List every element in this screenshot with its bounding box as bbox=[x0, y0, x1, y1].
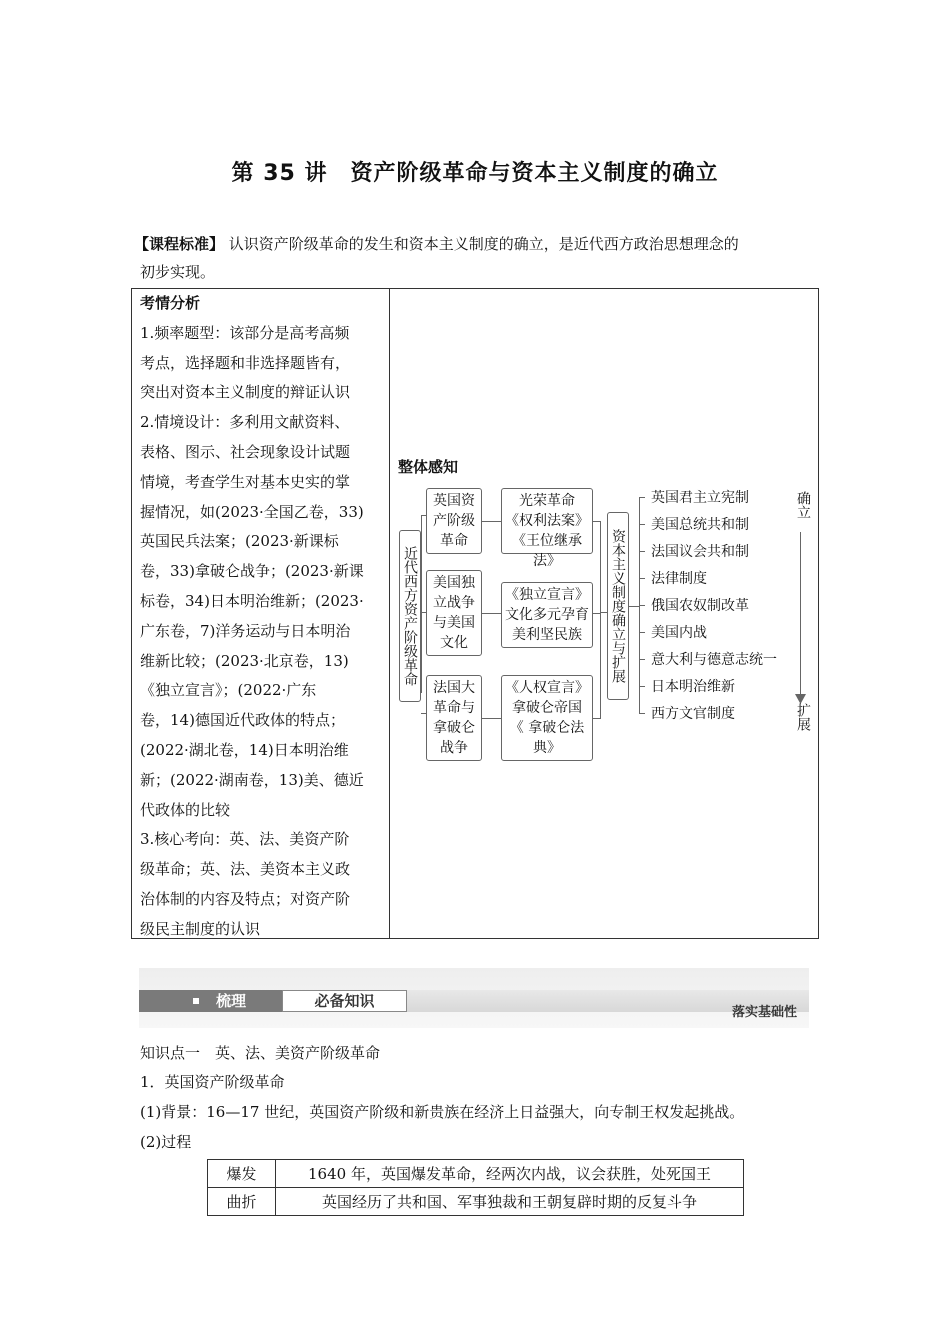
list-item: 法律制度 bbox=[651, 571, 707, 587]
list-item: 日本明治维新 bbox=[651, 679, 735, 695]
analysis-line: 3.核心考向：英、法、美资产阶 bbox=[140, 830, 350, 849]
detail-node-america bbox=[501, 582, 593, 648]
connector bbox=[639, 713, 645, 714]
detail-line: 《权利法案》 bbox=[505, 513, 589, 529]
connector bbox=[639, 659, 645, 660]
analysis-line: 2.情境设计：多利用文献资料、 bbox=[140, 413, 350, 432]
connector bbox=[639, 578, 645, 579]
table-row bbox=[208, 1188, 744, 1216]
section-banner bbox=[139, 968, 809, 1028]
analysis-line: 考点，选择题和非选择题皆有， bbox=[140, 353, 351, 372]
middle-node-label: 资本主义制度确立与扩展 bbox=[610, 529, 626, 683]
list-item: 美国内战 bbox=[651, 625, 707, 641]
analysis-line: 情境，考查学生对基本史实的掌 bbox=[140, 472, 351, 491]
analysis-heading: 考情分析 bbox=[140, 294, 201, 312]
list-item: 俄国农奴制改革 bbox=[651, 598, 749, 614]
table-cell-value: 英国经历了共和国、军事独裁和王朝复辟时期的反复斗争 bbox=[276, 1188, 744, 1216]
connector bbox=[639, 686, 645, 687]
table-cell-value: 1640 年，英国爆发革命，经两次内战，议会获胜，处死国王 bbox=[276, 1160, 744, 1188]
analysis-line: 维新比较；(2023·北京卷，13) bbox=[140, 651, 349, 670]
analysis-line: 1.频率题型：该部分是高考高频 bbox=[140, 323, 350, 342]
branch-line: 法国大 bbox=[433, 680, 475, 696]
analysis-line: 级民主制度的认识 bbox=[140, 919, 261, 938]
detail-line: 美利坚民族 bbox=[512, 627, 582, 643]
list-item: 美国总统共和制 bbox=[651, 517, 749, 533]
analysis-line: 突出对资本主义制度的辩证认识 bbox=[140, 383, 351, 402]
analysis-line: 治体制的内容及特点；对资产阶 bbox=[140, 889, 351, 908]
connector bbox=[482, 613, 501, 614]
branch-line: 革命与 bbox=[433, 700, 475, 716]
list-item: 英国君主立宪制 bbox=[651, 490, 749, 506]
square-icon bbox=[193, 998, 199, 1004]
detail-line: 文化多元孕育 bbox=[505, 607, 589, 623]
analysis-line: 表格、图示、社会现象设计试题 bbox=[140, 442, 351, 461]
detail-line: 《人权宣言》 bbox=[505, 680, 589, 696]
connector bbox=[629, 606, 639, 607]
analysis-column bbox=[140, 289, 385, 945]
connector bbox=[639, 632, 645, 633]
analysis-line: 代政体的比较 bbox=[140, 800, 231, 819]
arrow-shaft bbox=[800, 532, 801, 700]
branch-line: 与美国 bbox=[433, 615, 475, 631]
banner-left bbox=[139, 990, 282, 1012]
arrow-bottom-label: 扩展 bbox=[795, 703, 811, 731]
banner-right: 落实基础性 bbox=[731, 1005, 797, 1020]
branch-line: 革命 bbox=[440, 533, 468, 549]
root-node bbox=[399, 530, 421, 702]
page-title: 第 35 讲 资产阶级革命与资本主义制度的确立 bbox=[231, 161, 719, 186]
connector bbox=[600, 521, 601, 719]
branch-line: 产阶级 bbox=[433, 513, 475, 529]
detail-line: 拿破仑帝国 bbox=[512, 700, 582, 716]
detail-line: 《独立宣言》 bbox=[505, 587, 589, 603]
analysis-line: 卷，33)拿破仑战争；(2023·新课 bbox=[140, 562, 364, 581]
middle-node bbox=[607, 512, 629, 700]
banner-left-label: 梳理 bbox=[216, 992, 247, 1010]
analysis-line: 标卷，34)日本明治维新；(2023· bbox=[140, 591, 364, 610]
connector bbox=[639, 497, 645, 498]
course-standard-tag: 【课程标准】 bbox=[134, 235, 225, 253]
connector bbox=[593, 718, 600, 719]
analysis-line: 卷，14)德国近代政体的特点； bbox=[140, 711, 345, 730]
connector bbox=[600, 612, 607, 613]
table-cell-key: 曲折 bbox=[208, 1188, 276, 1216]
background-paragraph: (1)背景：16—17 世纪，英国资产阶级和新贵族在经济上日益强大，向专制王权发起挑战。 bbox=[140, 1103, 745, 1121]
connector bbox=[639, 524, 645, 525]
branch-line: 英国资 bbox=[433, 493, 475, 509]
list-item: 意大利与德意志统一 bbox=[651, 652, 777, 668]
course-standard-text-cont: 初步实现。 bbox=[140, 263, 216, 281]
connector bbox=[421, 515, 422, 693]
branch-line: 美国独 bbox=[433, 575, 475, 591]
analysis-line: (2022·湖北卷，14)日本明治维 bbox=[140, 740, 349, 759]
branch-node-england bbox=[426, 488, 482, 554]
branch-line: 拿破仑 bbox=[433, 720, 475, 736]
list-item: 西方文官制度 bbox=[651, 706, 735, 722]
analysis-line: 《独立宣言》；(2022·广东 bbox=[140, 681, 317, 700]
analysis-line: 英国民兵法案；(2023·新课标 bbox=[140, 532, 339, 551]
process-heading: (2)过程 bbox=[140, 1133, 192, 1151]
process-table bbox=[207, 1159, 744, 1216]
subheading: 1．英国资产阶级革命 bbox=[140, 1073, 285, 1091]
course-standard bbox=[134, 230, 820, 286]
connector bbox=[639, 551, 645, 552]
detail-line: 《 拿破仑法 bbox=[509, 720, 585, 736]
connector bbox=[482, 521, 501, 522]
arrow-top-label: 确立 bbox=[795, 491, 811, 519]
analysis-line: 握情况，如(2023·全国乙卷，33) bbox=[140, 502, 364, 521]
table-row bbox=[208, 1160, 744, 1188]
detail-line: 光荣革命 bbox=[519, 493, 575, 509]
list-item: 法国议会共和制 bbox=[651, 544, 749, 560]
branch-node-america bbox=[426, 570, 482, 656]
branch-line: 立战争 bbox=[433, 595, 475, 611]
analysis-line: 广东卷，7)洋务运动与日本明治 bbox=[140, 621, 351, 640]
root-node-label: 近代西方资产阶级革命 bbox=[402, 546, 418, 686]
detail-line: 典》 bbox=[533, 740, 561, 756]
table-cell-key: 爆发 bbox=[208, 1160, 276, 1188]
overview-label: 整体感知 bbox=[398, 458, 459, 476]
analysis-line: 新；(2022·湖南卷，13)美、德近 bbox=[140, 770, 364, 789]
analysis-line: 级革命；英、法、美资本主义政 bbox=[140, 860, 351, 879]
connector bbox=[482, 718, 501, 719]
detail-line: 《王位继承法》 bbox=[512, 533, 582, 569]
knowledge-point-heading: 知识点一 英、法、美资产阶级革命 bbox=[140, 1044, 381, 1062]
branch-line: 战争 bbox=[440, 740, 468, 756]
branch-line: 文化 bbox=[440, 635, 468, 651]
table-divider bbox=[389, 289, 390, 938]
branch-node-france bbox=[426, 675, 482, 761]
banner-middle: 必备知识 bbox=[282, 990, 407, 1012]
connector bbox=[639, 605, 645, 606]
course-standard-text: 认识资产阶级革命的发生和资本主义制度的确立，是近代西方政治思想理念的 bbox=[228, 235, 739, 253]
connector bbox=[593, 521, 600, 522]
connector bbox=[593, 613, 600, 614]
detail-node-england bbox=[501, 488, 593, 569]
detail-node-france bbox=[501, 675, 593, 761]
